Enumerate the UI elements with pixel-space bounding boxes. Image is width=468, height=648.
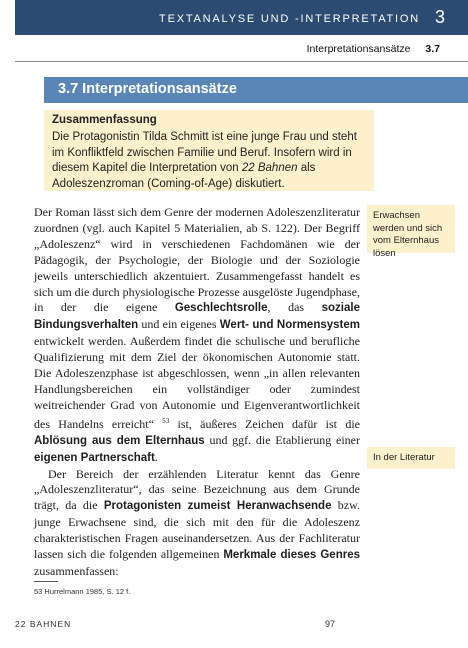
book-title: 22 Bahnen [241, 162, 298, 174]
emphasis: Wert- und Normensystem [219, 319, 360, 332]
chapter-number: 3 [434, 7, 445, 27]
margin-note: Erwachsen werden und sich vom Elternhaus lösen [367, 205, 455, 253]
text-run: . [154, 449, 158, 464]
paragraph [34, 205, 360, 467]
footnote-ref[interactable]: 53 [162, 416, 170, 425]
emphasis: Protagonisten zumeist Heranwachsende [103, 500, 332, 513]
text-run: bzw. junge Erwachsene sind, die sich mit den für die Adoleszenz charakteristischen Fragen auseinandersetzen. Aus der Fachliteratur lassen sich die folgenden allgemeinen [34, 498, 360, 562]
page-number: 97 [325, 619, 336, 629]
chapter-header-band [15, 0, 468, 35]
emphasis: Ablösung aus dem Elternhaus [34, 434, 205, 447]
paragraph [34, 467, 360, 580]
text-run: zusammenfassen: [34, 563, 119, 578]
emphasis: eigenen Partnerschaft [34, 451, 155, 464]
body-text [34, 205, 360, 580]
running-header-number: 3.7 [425, 43, 440, 55]
text-run: Der Roman lässt sich dem Genre der modernen Adoleszenzliteratur zuordnen (vgl. auch Kapitel 5 Materialien, ab S. 122). Der Begriff „Adoleszenz“ wird in verschiedenen Fachdomänen wie der Pädagogik, der Psychologie, der Biologie und der Soziologie jeweils unterschiedlich akzentuiert. Zusammengefasst handelt es sich um die durch physiologische Prozesse ausgelöste Jugendphase, in der die eigene [34, 205, 360, 315]
text-run: ist, äußeres Zeichen dafür ist die [169, 416, 360, 431]
emphasis: Geschlechtsrolle [174, 302, 268, 315]
summary-text-part: als Adoleszenzroman (Coming-of-Age) diskutiert. [52, 162, 316, 190]
chapter-title: TEXTANALYSE UND -INTERPRETATION [159, 13, 420, 25]
section-heading-band [44, 77, 468, 103]
text-run: Der Bereich der erzählenden Literatur kennt das Genre „Adoleszenzliteratur“, das seine Bezeichnung aus dem Grunde trägt, da die [34, 466, 360, 513]
text-run: und ein eigenes [138, 317, 220, 332]
summary-text [52, 130, 366, 192]
text-run: , das [267, 300, 322, 315]
text-run: und ggf. die Etablierung einer [204, 432, 360, 447]
header-divider [15, 61, 468, 62]
summary-heading: Zusammenfassung [52, 114, 157, 126]
summary-box [44, 110, 374, 191]
running-header-title: Interpretationsansätze [306, 43, 411, 55]
emphasis: Merkmale dieses Genres [223, 549, 360, 562]
summary-text-part: Die Protagonistin Tilda Schmitt ist eine junge Frau und steht im Konfliktfeld zwischen Familie und Beruf. Insofern wird in diesem Kapitel die Interpretation von [52, 131, 357, 174]
text-run: entwickelt werden. Außerdem findet die schulische und berufliche Qualifizierung mit dem Ziel der ökonomischen Autonomie statt. Die Adoleszenzphase ist abgeschlossen, wenn „in allen relevanten Handlungsbereichen ein vollständiger oder zumindest weitreichender Grad von Autonomie und Eigenverantwortlichkeit des Handelns erreicht“ [34, 334, 360, 431]
section-title: 3.7 Interpretationsansätze [58, 81, 237, 97]
emphasis: soziale Bindungsverhalten [34, 302, 360, 332]
footnote: 53 Hurrelmann 1985, S. 12 f. [34, 587, 131, 596]
margin-note: In der Literatur [367, 447, 455, 469]
footer-book-title: 22 BAHNEN [15, 619, 72, 629]
running-header [307, 43, 440, 55]
footnote-divider [34, 581, 58, 582]
